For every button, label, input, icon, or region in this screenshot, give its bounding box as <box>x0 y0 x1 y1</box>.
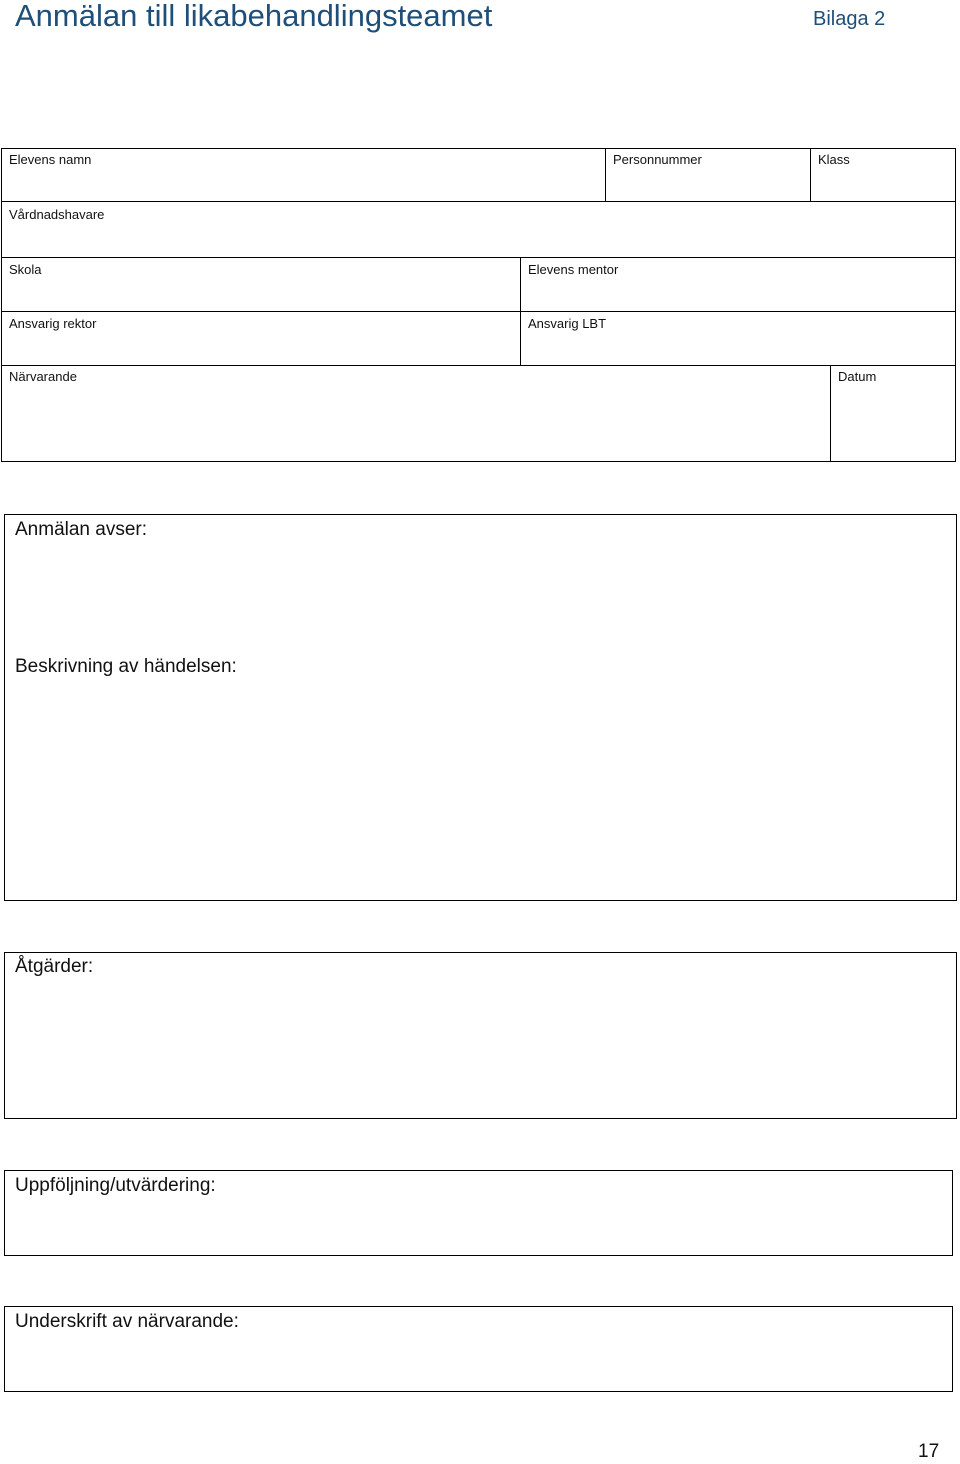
cell-ansvarig-rektor[interactable] <box>1 311 522 367</box>
cell-klass[interactable] <box>810 148 956 203</box>
label-skola: Skola <box>9 262 42 277</box>
appendix-label: Bilaga 2 <box>813 8 886 30</box>
label-vardnadshavare: Vårdnadshavare <box>9 207 105 222</box>
uppfoljning-box[interactable] <box>4 1170 953 1256</box>
label-personnummer: Personnummer <box>613 152 702 167</box>
label-atgarder: Åtgärder: <box>15 956 94 977</box>
label-klass: Klass <box>818 152 850 167</box>
cell-narvarande[interactable] <box>1 365 832 462</box>
label-narvarande: Närvarande <box>9 369 77 384</box>
cell-personnummer[interactable] <box>605 148 812 203</box>
underskrift-box[interactable] <box>4 1306 953 1392</box>
label-underskrift: Underskrift av närvarande: <box>15 1311 239 1332</box>
cell-ansvarig-lbt[interactable] <box>520 311 956 367</box>
label-elevens-namn: Elevens namn <box>9 152 92 167</box>
cell-elevens-namn[interactable] <box>1 148 607 203</box>
cell-elevens-mentor[interactable] <box>520 257 956 313</box>
label-uppfoljning: Uppföljning/utvärdering: <box>15 1175 216 1196</box>
atgarder-box[interactable] <box>4 952 957 1119</box>
page-title: Anmälan till likabehandlingsteamet <box>15 0 493 33</box>
cell-skola[interactable] <box>1 257 522 313</box>
cell-datum[interactable] <box>830 365 956 462</box>
cell-vardnadshavare[interactable] <box>1 201 956 259</box>
label-datum: Datum <box>838 369 877 384</box>
label-beskrivning: Beskrivning av händelsen: <box>15 656 237 677</box>
label-ansvarig-rektor: Ansvarig rektor <box>9 316 97 331</box>
label-anmalan-avser: Anmälan avser: <box>15 519 148 540</box>
label-elevens-mentor: Elevens mentor <box>528 262 619 277</box>
anmalan-box[interactable] <box>4 514 957 901</box>
student-info-table <box>0 0 960 470</box>
page-number: 17 <box>918 1441 940 1462</box>
label-ansvarig-lbt: Ansvarig LBT <box>528 316 607 331</box>
